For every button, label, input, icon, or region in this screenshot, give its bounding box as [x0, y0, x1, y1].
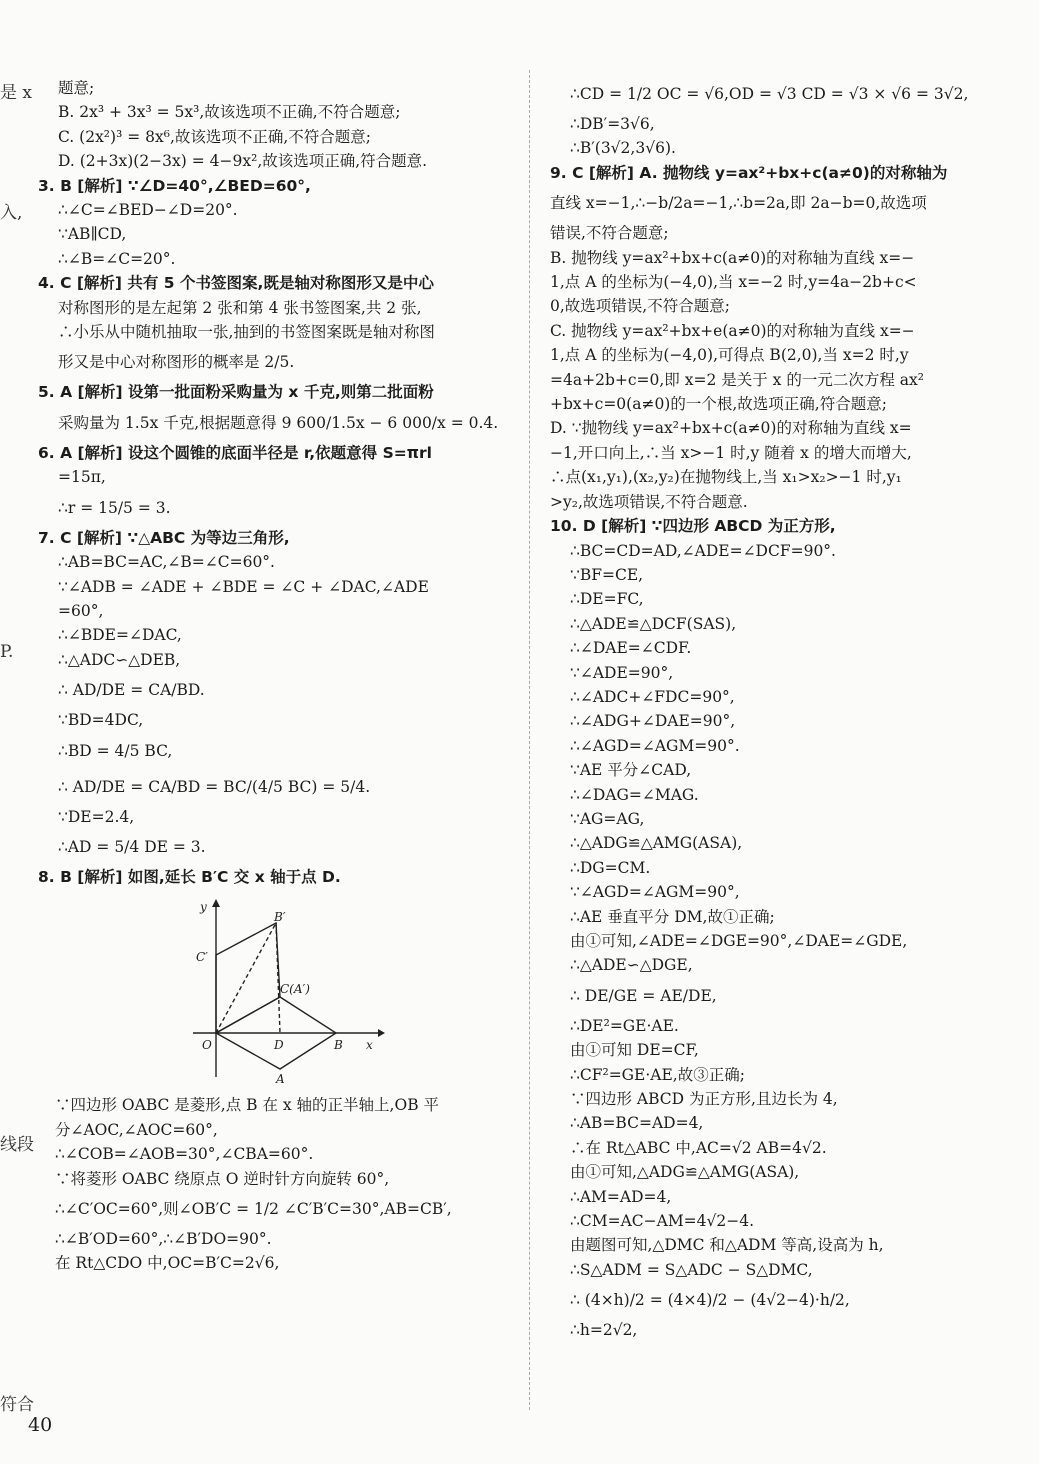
answer-9: 9. C [解析] A. 抛物线 y=ax²+bx+c(a≠0)的对称轴为: [550, 163, 948, 182]
label-b-prime: B′: [274, 910, 286, 925]
text-line: ∴小乐从中随机抽取一张,抽到的书签图案既是轴对称图: [58, 323, 435, 342]
label-b: B: [334, 1038, 343, 1053]
text-line: ∴∠ADG+∠DAE=90°,: [570, 712, 736, 731]
text-line: ∴h=2√2,: [570, 1321, 638, 1340]
text-line: ∴DE²=GE·AE.: [570, 1016, 679, 1035]
text-line: =15π,: [58, 468, 106, 487]
text-line: ∴∠C=∠BED−∠D=20°.: [58, 201, 238, 220]
text-line: ∴ AD/DE = CA/BD.: [58, 681, 205, 700]
text-line: 由题图可知,△DMC 和△ADM 等高,设高为 h,: [570, 1236, 884, 1255]
text-line: ∵AE 平分∠CAD,: [570, 761, 692, 780]
page-number: 40: [28, 1414, 53, 1436]
text-line: ∴CF²=GE·AE,故③正确;: [570, 1065, 745, 1084]
text-line: 直线 x=−1,∴−b/2a=−1,∴b=2a,即 2a−b=0,故选项: [550, 194, 927, 213]
text-line: 错误,不符合题意;: [550, 224, 669, 243]
margin-fragment-1: 是 x: [0, 83, 32, 103]
left-column: [38, 76, 522, 1276]
text-line: ∴∠B=∠C=20°.: [58, 249, 176, 268]
text-line: 0,故选项错误,不符合题意;: [550, 297, 730, 316]
text-line: >y₂,故选项错误,不符合题意.: [550, 492, 748, 511]
text-line: ∴CM=AC−AM=4√2−4.: [570, 1212, 755, 1231]
text-line: ∴AE 垂直平分 DM,故①正确;: [570, 907, 775, 926]
text-line: B. 抛物线 y=ax²+bx+c(a≠0)的对称轴为直线 x=−: [550, 248, 915, 267]
rhombus-rotation-figure: [188, 897, 388, 1087]
answer-7: 7. C [解析] ∵△ABC 为等边三角形,: [38, 528, 290, 547]
text-line: ∵BF=CE,: [570, 565, 644, 584]
text-line: ∴△ADC∽△DEB,: [58, 650, 181, 669]
text-line: =60°,: [58, 601, 104, 620]
text-line: ∵将菱形 OABC 绕原点 O 逆时针方向旋转 60°,: [55, 1169, 390, 1188]
text-line: ∴AB=BC=AD=4,: [570, 1114, 704, 1133]
label-c-prime: C′: [196, 950, 208, 965]
text-line: ∴△ADE∽△DGE,: [570, 956, 693, 975]
text-line: 对称图形的是左起第 2 张和第 4 张书签图案,共 2 张,: [58, 298, 422, 317]
margin-fragment-5: 符合: [0, 1395, 34, 1415]
text-line: ∴点(x₁,y₁),(x₂,y₂)在抛物线上,当 x₁>x₂>−1 时,y₁: [550, 468, 902, 487]
text-line: ∴B′(3√2,3√6).: [570, 139, 676, 158]
text-line: ∴r = 15/5 = 3.: [58, 498, 171, 517]
text-line: ∵AG=AG,: [570, 809, 645, 828]
answer-8: 8. B [解析] 如图,延长 B′C 交 x 轴于点 D.: [38, 867, 341, 886]
column-divider: [529, 70, 530, 1410]
text-line: ∵∠ADB = ∠ADE + ∠BDE = ∠C + ∠DAC,∠ADE: [58, 577, 429, 596]
text-line: D. ∵抛物线 y=ax²+bx+c(a≠0)的对称轴为直线 x=: [550, 419, 912, 438]
text-line: ∵AB∥CD,: [58, 225, 127, 244]
y-arrow-icon: [212, 899, 220, 907]
text-line: ∵BD=4DC,: [58, 711, 144, 730]
margin-fragment-3: P.: [0, 642, 14, 662]
text-line: ∴∠COB=∠AOB=30°,∠CBA=60°.: [55, 1145, 314, 1164]
text-line: 由①可知,∠ADE=∠DGE=90°,∠DAE=∠GDE,: [570, 932, 908, 950]
text-line: ∴△ADE≌△DCF(SAS),: [570, 614, 737, 633]
text-line: ∴∠DAG=∠MAG.: [570, 785, 699, 804]
text-line: ∴S△ADM = S△ADC − S△DMC,: [570, 1260, 813, 1279]
text-line: C. (2x²)³ = 8x⁶,故该选项不正确,不符合题意;: [58, 127, 372, 146]
text-line: 1,点 A 的坐标为(−4,0),当 x=−2 时,y=4a−2b+c<: [550, 273, 917, 292]
text-line: −1,开口向上,∴当 x>−1 时,y 随着 x 的增大而增大,: [550, 443, 912, 462]
text-line: 由①可知,△ADG≌△AMG(ASA),: [570, 1163, 800, 1182]
label-a: A: [276, 1072, 285, 1087]
text-line: ∴BC=CD=AD,∠ADE=∠DCF=90°.: [570, 541, 836, 560]
text-line: ∴ AD/DE = CA/BD = BC/(4/5 BC) = 5/4.: [58, 777, 371, 796]
text-line: D. (2+3x)(2−3x) = 4−9x²,故该选项正确,符合题意.: [58, 152, 428, 171]
answer-10: 10. D [解析] ∵四边形 ABCD 为正方形,: [550, 517, 836, 536]
text-line: ∴DB′=3√6,: [570, 115, 655, 133]
text-line: ∴∠BDE=∠DAC,: [58, 626, 182, 645]
text-line: ∴AD = 5/4 DE = 3.: [58, 837, 206, 856]
text-line: ∴AM=AD=4,: [570, 1187, 672, 1206]
answer-3: 3. B [解析] ∵∠D=40°,∠BED=60°,: [38, 176, 311, 195]
text-line: ∴△ADG≌△AMG(ASA),: [570, 834, 743, 853]
text-line: ∴∠B′OD=60°,∴∠B′DO=90°.: [55, 1229, 272, 1248]
text-line: 由①可知 DE=CF,: [570, 1041, 699, 1060]
answer-5: 5. A [解析] 设第一批面粉采购量为 x 千克,则第二批面粉: [38, 383, 434, 402]
text-line: ∴ DE/GE = AE/DE,: [570, 986, 717, 1005]
text-line: 采购量为 1.5x 千克,根据题意得 9 600/1.5x − 6 000/x = 0.4.: [58, 413, 499, 432]
text-line: 在 Rt△CDO 中,OC=B′C=2√6,: [55, 1254, 280, 1273]
text-line: ∴在 Rt△ABC 中,AC=√2 AB=4√2.: [570, 1138, 827, 1157]
text-line: ∵DE=2.4,: [58, 807, 135, 826]
text-line: +bx+c=0(a≠0)的一个根,故选项正确,符合题意;: [550, 395, 887, 414]
text-line: ∴∠AGD=∠AGM=90°.: [570, 736, 740, 755]
x-arrow-icon: [378, 1029, 385, 1037]
rotated-rhombus: [216, 923, 280, 1033]
text-line: C. 抛物线 y=ax²+bx+e(a≠0)的对称轴为直线 x=−: [550, 321, 915, 340]
text-line: =4a+2b+c=0,即 x=2 是关于 x 的一元二次方程 ax²: [550, 370, 924, 389]
label-x: x: [366, 1038, 373, 1053]
text-line: ∵∠AGD=∠AGM=90°,: [570, 883, 740, 902]
text-line: 题意;: [58, 79, 95, 97]
text-line: ∴DG=CM.: [570, 858, 651, 877]
answer-4: 4. C [解析] 共有 5 个书签图案,既是轴对称图形又是中心: [38, 274, 434, 293]
label-d: D: [274, 1038, 284, 1053]
text-line: ∴∠DAE=∠CDF.: [570, 639, 692, 658]
margin-fragment-2: 入,: [0, 203, 23, 223]
text-line: ∵∠ADE=90°,: [570, 663, 674, 682]
text-line: ∵四边形 OABC 是菱形,点 B 在 x 轴的正半轴上,OB 平: [55, 1096, 440, 1115]
label-o: O: [202, 1038, 212, 1053]
margin-fragment-4: 线段: [0, 1135, 34, 1155]
text-line: ∴AB=BC=AC,∠B=∠C=60°.: [58, 553, 275, 572]
right-column: [550, 76, 1018, 1343]
text-line: 分∠AOC,∠AOC=60°,: [55, 1120, 218, 1139]
text-line: B. 2x³ + 3x³ = 5x³,故该选项不正确,不符合题意;: [58, 103, 401, 122]
label-y: y: [200, 900, 207, 915]
text-line: 1,点 A 的坐标为(−4,0),可得点 B(2,0),当 x=2 时,y: [550, 346, 909, 365]
label-c-a-prime: C(A′): [280, 982, 310, 997]
text-line: ∴∠C′OC=60°,则∠OB′C = 1/2 ∠C′B′C=30°,AB=CB′,: [55, 1199, 452, 1218]
answer-6: 6. A [解析] 设这个圆锥的底面半径是 r,依题意得 S=πrl: [38, 443, 432, 462]
text-line: ∴∠ADC+∠FDC=90°,: [570, 687, 735, 706]
text-line: ∴CD = 1/2 OC = √6,OD = √3 CD = √3 × √6 = 3√2,: [570, 85, 969, 103]
text-line: ∵四边形 ABCD 为正方形,且边长为 4,: [570, 1090, 838, 1109]
text-line: ∴BD = 4/5 BC,: [58, 741, 173, 760]
text-line: 形又是中心对称图形的概率是 2/5.: [58, 353, 295, 372]
text-line: ∴ (4×h)/2 = (4×4)/2 − (4√2−4)·h/2,: [570, 1291, 850, 1310]
text-line: ∴DE=FC,: [570, 590, 644, 609]
